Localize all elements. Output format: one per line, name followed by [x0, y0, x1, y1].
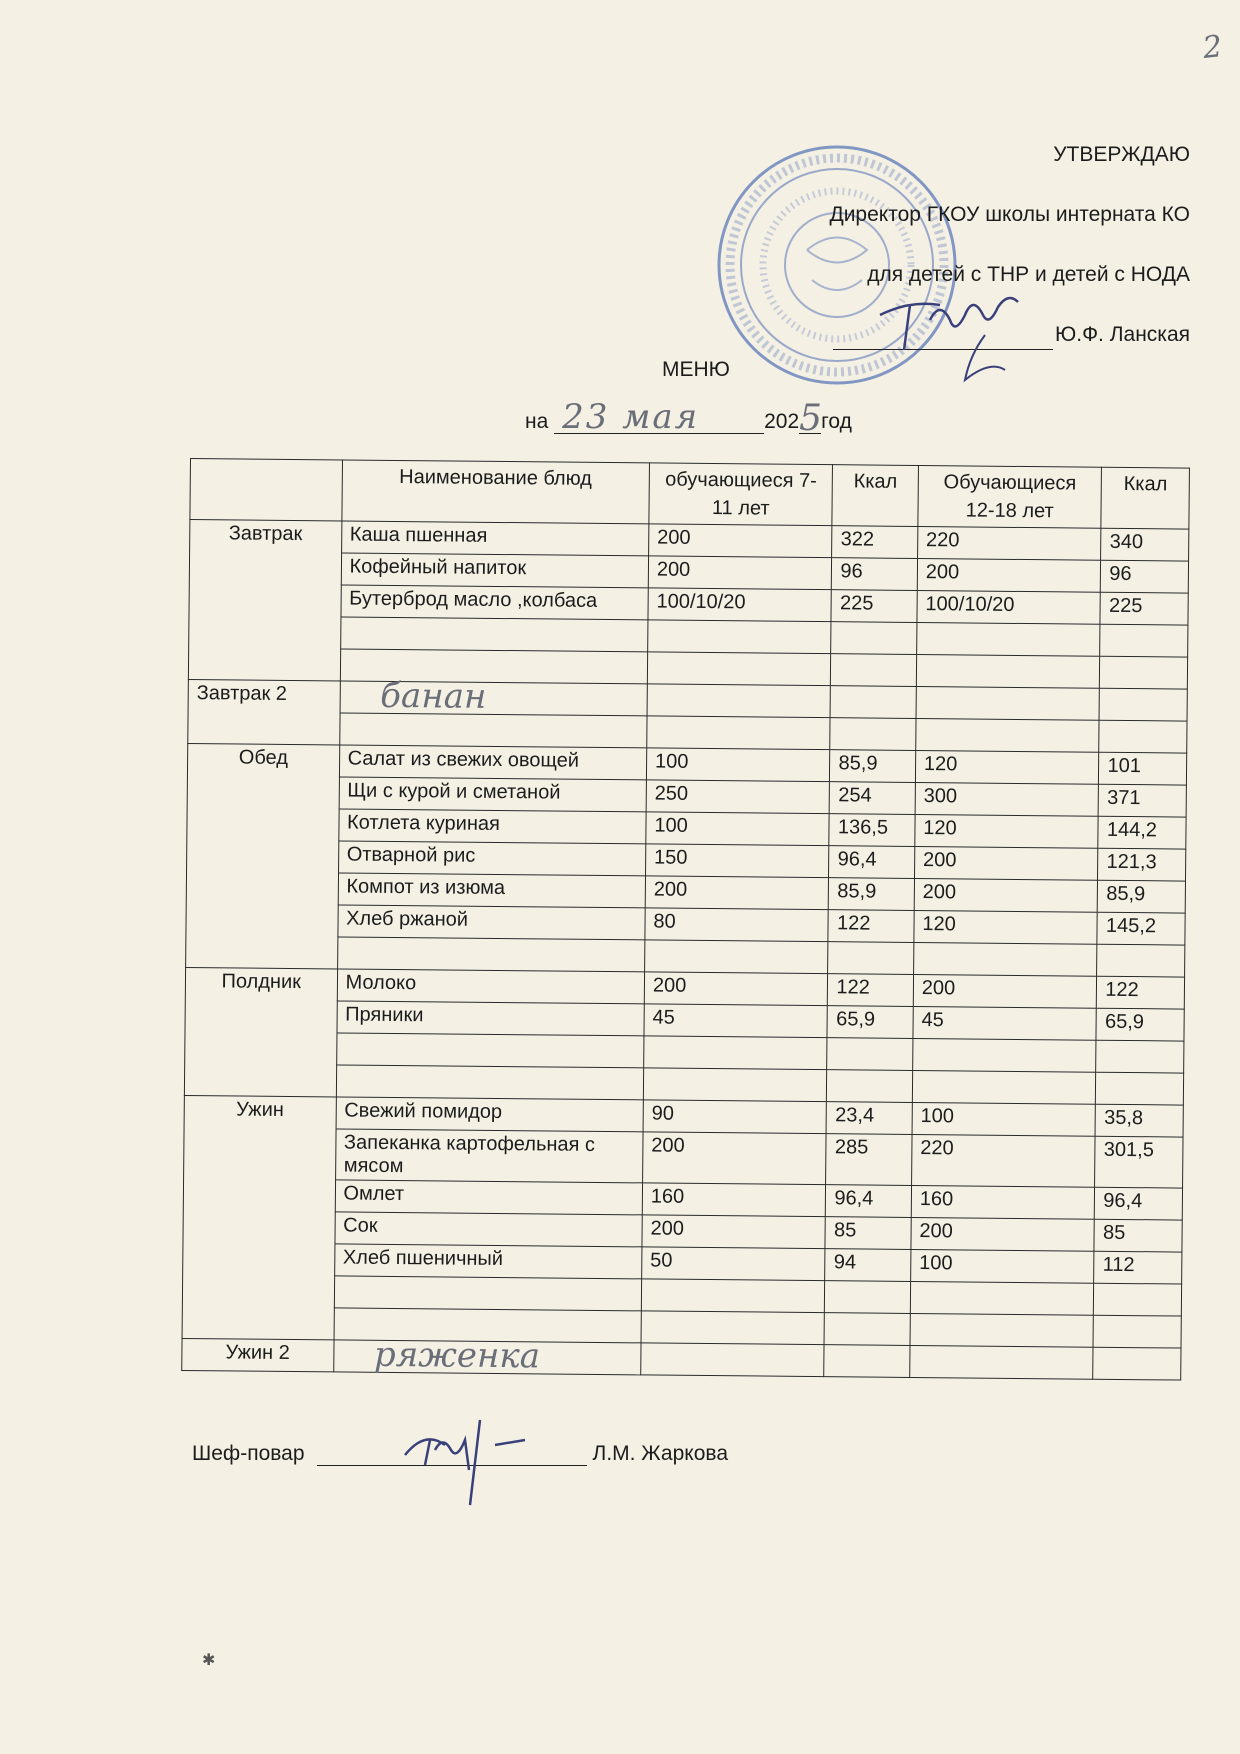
dish-name: Салат из свежих овощей: [339, 745, 647, 780]
dish-name: Хлеб ржаной: [337, 905, 645, 940]
portion-7-11: 200: [642, 1132, 826, 1185]
kcal-7-11: 96,4: [829, 846, 915, 879]
director-signature: [875, 275, 1035, 385]
category-dinner: Ужин: [182, 1095, 336, 1339]
dish-name: Омлет: [335, 1180, 643, 1215]
kcal-12-18: 85,9: [1098, 880, 1186, 913]
kcal-7-11: 285: [826, 1134, 912, 1186]
portion-12-18: 120: [915, 814, 1099, 848]
header-category: [190, 459, 342, 521]
date-suffix: год: [821, 410, 852, 433]
kcal-12-18: 96,4: [1095, 1187, 1183, 1220]
portion-7-11: 100/10/20: [648, 588, 832, 622]
dish-name: Кофейный напиток: [341, 553, 649, 588]
kcal-12-18: 144,2: [1098, 816, 1186, 849]
year-blank: [799, 398, 823, 439]
header-portion-7-11: обучающиеся 7-11 лет: [649, 463, 833, 526]
kcal-12-18: 96: [1101, 560, 1189, 593]
kcal-7-11: 94: [825, 1249, 911, 1282]
approval-position-line2: для детей с ТНР и детей с НОДА: [867, 263, 1190, 286]
dish-name: Отварной рис: [338, 841, 646, 876]
portion-12-18: 200: [913, 974, 1097, 1008]
dish-name: Котлета куриная: [338, 809, 646, 844]
date-prefix: на: [525, 410, 549, 433]
portion-12-18: 120: [915, 750, 1099, 784]
kcal-12-18: 145,2: [1097, 912, 1185, 945]
portion-12-18: 300: [915, 782, 1099, 816]
category-breakfast: Завтрак: [188, 520, 341, 681]
kcal-12-18: 122: [1097, 976, 1185, 1009]
scan-speck: ✱: [202, 1652, 216, 1669]
portion-12-18: 200: [914, 846, 1098, 880]
portion-7-11: 250: [646, 780, 830, 814]
dish-name-cell: [340, 675, 648, 717]
category-snack: Полдник: [184, 967, 337, 1096]
portion-12-18: 100: [910, 1249, 1094, 1283]
date-line: [525, 397, 852, 439]
portion-7-11: 200: [648, 556, 832, 590]
portion-7-11: 200: [645, 876, 829, 910]
portion-7-11: 50: [642, 1247, 826, 1281]
kcal-12-18: 225: [1100, 592, 1188, 625]
kcal-7-11: 122: [828, 910, 914, 943]
table-header-row: [190, 459, 1190, 530]
category-dinner-2: Ужин 2: [182, 1338, 334, 1371]
portion-7-11: 100: [646, 812, 830, 846]
portion-12-18: 220: [911, 1134, 1095, 1187]
kcal-7-11: 322: [832, 526, 918, 559]
header-kcal-12-18: Ккал: [1101, 467, 1189, 529]
dish-name: Запеканка картофельная с мясом: [335, 1129, 643, 1183]
kcal-12-18: 340: [1101, 528, 1189, 561]
chef-signature: [385, 1400, 545, 1510]
dish-name: Сок: [335, 1212, 643, 1247]
dish-name-cell: [333, 1334, 641, 1377]
kcal-12-18: 101: [1099, 752, 1187, 785]
portion-12-18: 160: [911, 1185, 1095, 1219]
kcal-12-18: 121,3: [1098, 848, 1186, 881]
document-title: МЕНЮ: [662, 358, 730, 381]
dish-name: Пряники: [337, 1001, 645, 1036]
category-lunch: Обед: [186, 743, 340, 968]
year-prefix: 202: [764, 410, 800, 433]
handwritten-dish: банан: [380, 675, 487, 717]
portion-7-11: 100: [646, 748, 830, 782]
kcal-7-11: 96: [832, 558, 918, 591]
header-kcal-7-11: Ккал: [832, 465, 918, 527]
portion-7-11: 160: [642, 1183, 826, 1217]
date-blank: [554, 397, 764, 437]
handwritten-dish: ряженка: [373, 1334, 541, 1377]
portion-12-18: 220: [917, 526, 1101, 560]
portion-12-18: 200: [914, 878, 1098, 912]
handwritten-date: 23 мая: [562, 397, 700, 437]
portion-7-11: 90: [643, 1100, 827, 1134]
dish-name: Компот из изюма: [338, 873, 646, 908]
chef-label: Шеф-повар: [192, 1442, 305, 1465]
kcal-7-11: 254: [830, 782, 916, 815]
portion-12-18: 200: [911, 1217, 1095, 1251]
kcal-12-18: 85: [1094, 1219, 1182, 1252]
approval-title: УТВЕРЖДАЮ: [1053, 143, 1190, 166]
portion-12-18: 100/10/20: [917, 590, 1101, 624]
kcal-7-11: 122: [828, 974, 914, 1007]
category-breakfast-2: Завтрак 2: [188, 679, 340, 744]
dish-name: Щи с курой и сметаной: [339, 777, 647, 812]
portion-12-18: 100: [912, 1102, 1096, 1136]
portion-12-18: 120: [914, 910, 1098, 944]
portion-12-18: 200: [917, 558, 1101, 592]
dish-name: Молоко: [337, 969, 645, 1004]
kcal-12-18: 112: [1094, 1251, 1182, 1284]
dish-name: Свежий помидор: [336, 1097, 644, 1132]
kcal-7-11: 85: [825, 1217, 911, 1250]
kcal-7-11: 96,4: [826, 1185, 912, 1218]
kcal-12-18: 301,5: [1095, 1136, 1183, 1188]
portion-7-11: 200: [649, 524, 833, 558]
kcal-7-11: 85,9: [829, 878, 915, 911]
portion-7-11: 200: [642, 1215, 826, 1249]
kcal-12-18: 371: [1099, 784, 1187, 817]
menu-table: [181, 458, 1190, 1381]
handwritten-year-digit: 5: [799, 398, 823, 439]
portion-7-11: 200: [644, 972, 828, 1006]
kcal-7-11: 23,4: [827, 1102, 913, 1135]
header-portion-12-18: Обучающиеся 12-18 лет: [918, 465, 1102, 528]
kcal-12-18: 65,9: [1096, 1008, 1184, 1041]
portion-7-11: 150: [645, 844, 829, 878]
portion-7-11: 45: [644, 1004, 828, 1038]
kcal-7-11: 65,9: [827, 1006, 913, 1039]
director-name: Ю.Ф. Ланская: [1055, 323, 1190, 346]
kcal-12-18: 35,8: [1095, 1104, 1183, 1137]
dish-name: Каша пшенная: [341, 521, 649, 556]
dish-name: Хлеб пшеничный: [334, 1244, 642, 1279]
portion-7-11: 80: [645, 908, 829, 942]
dish-name: Бутерброд масло ,колбаса: [341, 585, 649, 620]
chef-name: Л.М. Жаркова: [592, 1442, 728, 1465]
approval-position-line1: Директор ГКОУ школы интерната КО: [829, 203, 1190, 226]
kcal-7-11: 85,9: [830, 750, 916, 783]
kcal-7-11: 225: [831, 590, 917, 623]
header-dish-name: Наименование блюд: [341, 460, 649, 524]
corner-handwritten-mark: 2: [1201, 29, 1224, 66]
kcal-7-11: 136,5: [829, 814, 915, 847]
portion-12-18: 45: [913, 1006, 1097, 1040]
